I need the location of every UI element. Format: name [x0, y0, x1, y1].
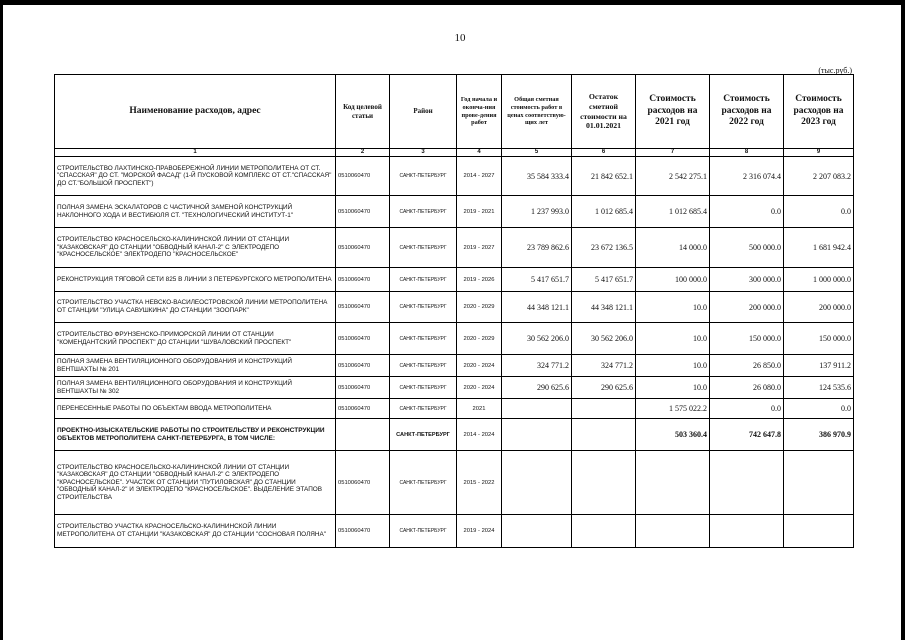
- row-district: САНКТ-ПЕТЕРБУРГ: [390, 419, 457, 451]
- row-code: 0510060470: [336, 355, 390, 377]
- scan-border-left: [0, 0, 3, 640]
- header-code: Код целевой статьи: [336, 75, 390, 149]
- row-estimate: [502, 419, 572, 451]
- table-row: [55, 377, 854, 399]
- row-district: САНКТ-ПЕТЕРБУРГ: [390, 157, 457, 196]
- row-code: 0510060470: [336, 196, 390, 228]
- row-remainder: 44 348 121.1: [572, 292, 636, 323]
- table-row: [55, 451, 854, 515]
- row-cost-2021: 503 360.4: [636, 419, 710, 451]
- row-cost-2022: 500 000.0: [710, 228, 784, 268]
- column-number: 7: [636, 149, 710, 157]
- table-row: [55, 292, 854, 323]
- row-code: 0510060470: [336, 451, 390, 515]
- row-cost-2022: 742 647.8: [710, 419, 784, 451]
- row-code: [336, 419, 390, 451]
- row-estimate: 44 348 121.1: [502, 292, 572, 323]
- row-cost-2022: 300 000.0: [710, 268, 784, 292]
- row-cost-2023: 200 000.0: [784, 292, 854, 323]
- scan-border-right: [901, 0, 905, 640]
- row-name: СТРОИТЕЛЬСТВО КРАСНОСЕЛЬСКО-КАЛИНИНСКОЙ ЛИНИИ ОТ СТАНЦИИ "КАЗАКОВСКАЯ" ДО СТАНЦИИ "ОБВОДНЫЙ КАНАЛ-2" С ЭЛЕКТРОДЕПО "КРАСНОСЕЛЬСКОЕ". УЧАСТОК ОТ СТАНЦИИ "ПУТИЛОВСКАЯ" ДО СТАНЦИИ "ОБВОДНЫЙ КАНАЛ-2" И ЭЛЕКТРОДЕПО "КРАСНОСЕЛЬСКОЕ". ВЫДЕЛЕНИЕ ЭТАПОВ СТРОИТЕЛЬСТВА: [55, 451, 336, 515]
- row-years: 2020 - 2024: [457, 377, 502, 399]
- row-remainder: 290 625.6: [572, 377, 636, 399]
- row-code: 0510060470: [336, 292, 390, 323]
- row-estimate: [502, 399, 572, 419]
- row-cost-2022: 26 080.0: [710, 377, 784, 399]
- row-years: 2020 - 2029: [457, 323, 502, 355]
- expenses-table: [54, 74, 854, 548]
- row-remainder: 324 771.2: [572, 355, 636, 377]
- row-cost-2023: [784, 515, 854, 548]
- row-code: 0510060470: [336, 399, 390, 419]
- row-cost-2022: 150 000.0: [710, 323, 784, 355]
- row-code: 0510060470: [336, 323, 390, 355]
- header-remainder: Остаток сметной стоимости на 01.01.2021: [572, 75, 636, 149]
- row-cost-2022: [710, 515, 784, 548]
- row-cost-2021: 2 542 275.1: [636, 157, 710, 196]
- row-district: САНКТ-ПЕТЕРБУРГ: [390, 355, 457, 377]
- row-remainder: 30 562 206.0: [572, 323, 636, 355]
- row-cost-2021: 10.0: [636, 377, 710, 399]
- column-number: 3: [390, 149, 457, 157]
- row-years: 2019 - 2027: [457, 228, 502, 268]
- row-remainder: 21 842 652.1: [572, 157, 636, 196]
- row-remainder: [572, 515, 636, 548]
- row-district: САНКТ-ПЕТЕРБУРГ: [390, 196, 457, 228]
- table-row: [55, 157, 854, 196]
- row-cost-2021: [636, 515, 710, 548]
- row-years: 2015 - 2022: [457, 451, 502, 515]
- row-name: ПЕРЕНЕСЕННЫЕ РАБОТЫ ПО ОБЪЕКТАМ ВВОДА МЕТРОПОЛИТЕНА: [55, 399, 336, 419]
- page-number: 10: [454, 32, 466, 44]
- row-years: 2021: [457, 399, 502, 419]
- row-estimate: [502, 515, 572, 548]
- header-district: Район: [390, 75, 457, 149]
- row-name: СТРОИТЕЛЬСТВО УЧАСТКА НЕВСКО-ВАСИЛЕОСТРОВСКОЙ ЛИНИИ МЕТРОПОЛИТЕНА ОТ СТАНЦИИ "УЛИЦА САВУШКИНА" ДО СТАНЦИИ "ЗООПАРК": [55, 292, 336, 323]
- column-number-row: [55, 149, 854, 157]
- row-remainder: [572, 399, 636, 419]
- header-cost-2021: Стоимость расходов на 2021 год: [636, 75, 710, 149]
- row-name: СТРОИТЕЛЬСТВО УЧАСТКА КРАСНОСЕЛЬСКО-КАЛИНИНСКОЙ ЛИНИИ МЕТРОПОЛИТЕНА ОТ СТАНЦИИ "КАЗАКОВСКАЯ" ДО СТАНЦИИ "СОСНОВАЯ ПОЛЯНА": [55, 515, 336, 548]
- row-years: 2014 - 2027: [457, 157, 502, 196]
- row-code: 0510060470: [336, 377, 390, 399]
- column-number: 9: [784, 149, 854, 157]
- row-cost-2021: 1 575 022.2: [636, 399, 710, 419]
- row-code: 0510060470: [336, 228, 390, 268]
- table-row: [55, 268, 854, 292]
- row-cost-2023: 124 535.6: [784, 377, 854, 399]
- row-remainder: [572, 451, 636, 515]
- row-estimate: 5 417 651.7: [502, 268, 572, 292]
- header-name: Наименование расходов, адрес: [55, 75, 336, 149]
- row-name: СТРОИТЕЛЬСТВО ФРУНЗЕНСКО-ПРИМОРСКОЙ ЛИНИИ ОТ СТАНЦИИ "КОМЕНДАНТСКИЙ ПРОСПЕКТ" ДО СТАНЦИИ "ШУВАЛОВСКИЙ ПРОСПЕКТ": [55, 323, 336, 355]
- row-name: ПРОЕКТНО-ИЗЫСКАТЕЛЬСКИЕ РАБОТЫ ПО СТРОИТЕЛЬСТВУ И РЕКОНСТРУКЦИИ ОБЪЕКТОВ МЕТРОПОЛИТЕНА САНКТ-ПЕТЕРБУРГА, В ТОМ ЧИСЛЕ:: [55, 419, 336, 451]
- row-cost-2022: 0.0: [710, 399, 784, 419]
- row-estimate: 35 584 333.4: [502, 157, 572, 196]
- row-name: ПОЛНАЯ ЗАМЕНА ВЕНТИЛЯЦИОННОГО ОБОРУДОВАНИЯ И КОНСТРУКЦИЙ ВЕНТШАХТЫ № 201: [55, 355, 336, 377]
- row-district: САНКТ-ПЕТЕРБУРГ: [390, 451, 457, 515]
- row-code: 0510060470: [336, 515, 390, 548]
- header-estimate: Общая сметная стоимость работ в ценах соответствую-щих лет: [502, 75, 572, 149]
- row-years: 2014 - 2024: [457, 419, 502, 451]
- header-cost-2023: Стоимость расходов на 2023 год: [784, 75, 854, 149]
- row-name: СТРОИТЕЛЬСТВО КРАСНОСЕЛЬСКО-КАЛИНИНСКОЙ ЛИНИИ ОТ СТАНЦИИ "КАЗАКОВСКАЯ" ДО СТАНЦИИ "ОБВОДНЫЙ КАНАЛ-2" С ЭЛЕКТРОДЕПО "КРАСНОСЕЛЬСКОЕ" ЭЛЕКТРОДЕПО "КРАСНОСЕЛЬСКОЕ": [55, 228, 336, 268]
- row-cost-2021: 1 012 685.4: [636, 196, 710, 228]
- column-number: 6: [572, 149, 636, 157]
- row-district: САНКТ-ПЕТЕРБУРГ: [390, 292, 457, 323]
- row-cost-2021: 100 000.0: [636, 268, 710, 292]
- row-cost-2023: 2 207 083.2: [784, 157, 854, 196]
- row-estimate: [502, 451, 572, 515]
- row-district: САНКТ-ПЕТЕРБУРГ: [390, 377, 457, 399]
- row-remainder: [572, 419, 636, 451]
- row-cost-2021: 14 000.0: [636, 228, 710, 268]
- row-district: САНКТ-ПЕТЕРБУРГ: [390, 323, 457, 355]
- table-row: [55, 399, 854, 419]
- row-estimate: 290 625.6: [502, 377, 572, 399]
- row-cost-2022: [710, 451, 784, 515]
- row-estimate: 23 789 862.6: [502, 228, 572, 268]
- table-row: [55, 196, 854, 228]
- row-cost-2023: 0.0: [784, 399, 854, 419]
- row-district: САНКТ-ПЕТЕРБУРГ: [390, 228, 457, 268]
- scan-border-top: [0, 0, 905, 5]
- row-cost-2022: 200 000.0: [710, 292, 784, 323]
- header-row: [55, 75, 854, 149]
- units-label: (тыс.руб.): [818, 66, 852, 75]
- row-district: САНКТ-ПЕТЕРБУРГ: [390, 399, 457, 419]
- row-district: САНКТ-ПЕТЕРБУРГ: [390, 515, 457, 548]
- row-years: 2019 - 2026: [457, 268, 502, 292]
- row-cost-2023: 0.0: [784, 196, 854, 228]
- table-row-section: [55, 419, 854, 451]
- row-cost-2021: 10.0: [636, 323, 710, 355]
- row-cost-2023: 1 681 942.4: [784, 228, 854, 268]
- row-name: РЕКОНСТРУКЦИЯ ТЯГОВОЙ СЕТИ 825 В ЛИНИИ 3 ПЕТЕРБУРГСКОГО МЕТРОПОЛИТЕНА: [55, 268, 336, 292]
- column-number: 5: [502, 149, 572, 157]
- column-number: 1: [55, 149, 336, 157]
- row-name: СТРОИТЕЛЬСТВО ЛАХТИНСКО-ПРАВОБЕРЕЖНОЙ ЛИНИИ МЕТРОПОЛИТЕНА ОТ СТ. "СПАССКАЯ" ДО СТ. "МОРСКОЙ ФАСАД" (1-Й ПУСКОВОЙ КОМПЛЕКС ОТ СТ."СПАССКАЯ" ДО СТ."БОЛЬШОЙ ПРОСПЕКТ"): [55, 157, 336, 196]
- row-estimate: 1 237 993.0: [502, 196, 572, 228]
- row-name: ПОЛНАЯ ЗАМЕНА ЭСКАЛАТОРОВ С ЧАСТИЧНОЙ ЗАМЕНОЙ КОНСТРУКЦИЙ НАКЛОННОГО ХОДА И ВЕСТИБЮЛЯ СТ. "ТЕХНОЛОГИЧЕСКИЙ ИНСТИТУТ-1": [55, 196, 336, 228]
- header-cost-2022: Стоимость расходов на 2022 год: [710, 75, 784, 149]
- row-code: 0510060470: [336, 157, 390, 196]
- row-cost-2022: 0.0: [710, 196, 784, 228]
- row-district: САНКТ-ПЕТЕРБУРГ: [390, 268, 457, 292]
- row-cost-2023: 150 000.0: [784, 323, 854, 355]
- row-remainder: 5 417 651.7: [572, 268, 636, 292]
- table-row: [55, 228, 854, 268]
- row-remainder: 1 012 685.4: [572, 196, 636, 228]
- row-cost-2021: [636, 451, 710, 515]
- row-cost-2023: 386 970.9: [784, 419, 854, 451]
- row-cost-2021: 10.0: [636, 355, 710, 377]
- row-cost-2023: 137 911.2: [784, 355, 854, 377]
- column-number: 4: [457, 149, 502, 157]
- row-years: 2020 - 2024: [457, 355, 502, 377]
- row-years: 2020 - 2029: [457, 292, 502, 323]
- row-cost-2022: 26 850.0: [710, 355, 784, 377]
- column-number: 2: [336, 149, 390, 157]
- row-estimate: 30 562 206.0: [502, 323, 572, 355]
- row-cost-2022: 2 316 074.4: [710, 157, 784, 196]
- table-row: [55, 355, 854, 377]
- table-row: [55, 515, 854, 548]
- row-cost-2023: 1 000 000.0: [784, 268, 854, 292]
- row-years: 2019 - 2024: [457, 515, 502, 548]
- row-estimate: 324 771.2: [502, 355, 572, 377]
- row-cost-2021: 10.0: [636, 292, 710, 323]
- column-number: 8: [710, 149, 784, 157]
- row-code: 0510060470: [336, 268, 390, 292]
- row-years: 2019 - 2021: [457, 196, 502, 228]
- row-remainder: 23 672 136.5: [572, 228, 636, 268]
- row-name: ПОЛНАЯ ЗАМЕНА ВЕНТИЛЯЦИОННОГО ОБОРУДОВАНИЯ И КОНСТРУКЦИЙ ВЕНТШАХТЫ № 302: [55, 377, 336, 399]
- row-cost-2023: [784, 451, 854, 515]
- header-years: Год начала и оконча-ния прове-дения работ: [457, 75, 502, 149]
- table-row: [55, 323, 854, 355]
